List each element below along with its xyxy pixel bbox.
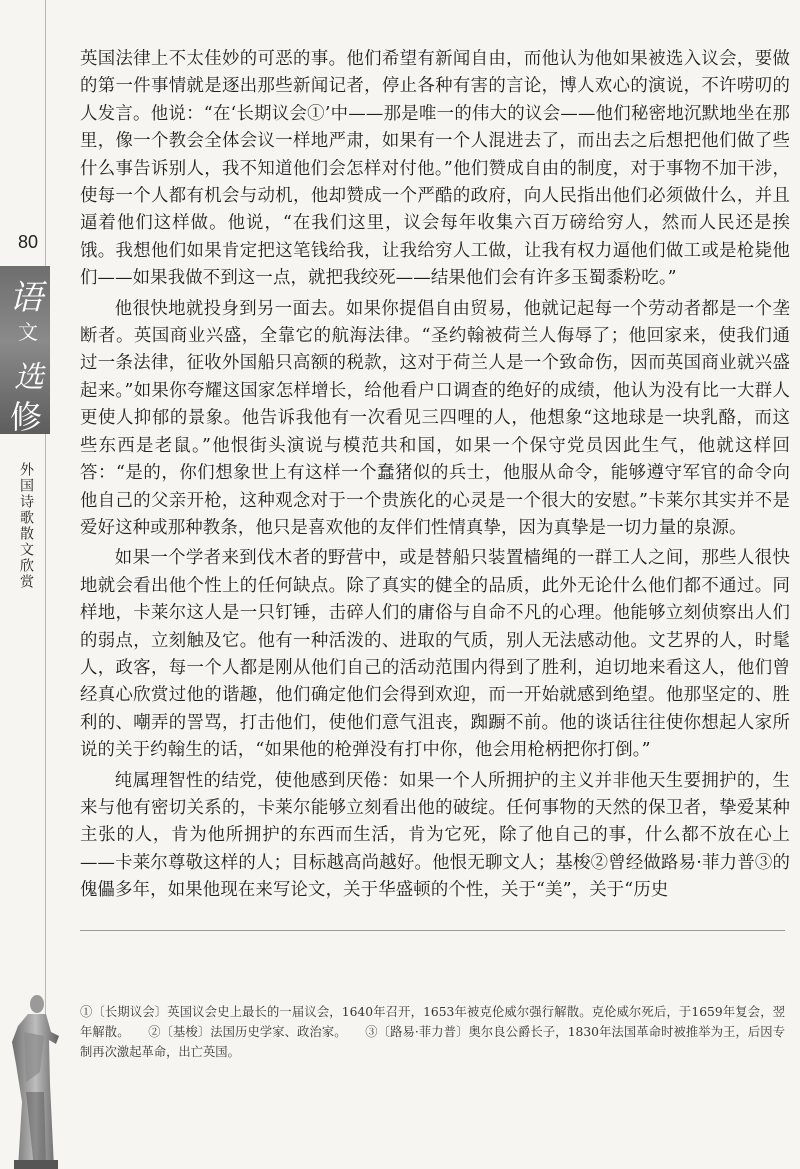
series-title-char: 语 [9,278,43,318]
paragraph: 英国法律上不太佳妙的可恶的事。他们希望有新闻自由，而他认为他如果被选入议会，要做的第一件事情就是逐出那些新闻记者，停止各种有害的言论，博人欢心的演说，不许唠叨的人发言。他说：“在‘长期议会①’中——那是唯一的伟大的议会——他们秘密地沉默地坐在那里，像一个教会全体会议一样地严肃，如果有一个人混进去了，而出去之后想把他们做了些什么事告诉别人，我不知道他们会怎样对付他。”他们赞成自由的制度，对于事物不加干涉，使每一个人都有机会与动机，他却赞成一个严酷的政府，向人民指出他们必须做什么，并且逼着他们这样做。他说，“在我们这里，议会每年收集六百万磅给穷人，然而人民还是挨饿。我想他们如果肯定把这笔钱给我，让我给穷人工做，让我有权力逼他们做工或是枪毙他们——如果我做不到这一点，就把我绞死——结果他们会有许多玉蜀黍粉吃。” [80,49,790,289]
body-text [80,46,790,905]
series-title-band [0,266,50,434]
series-title-char: 文 [18,320,38,344]
standing-statue-icon [4,992,66,1169]
footnotes: ①〔长期议会〕英国议会史上最长的一届议会，1640年召开，1653年被克伦威尔强行解散。克伦威尔死后，于1659年复会，翌年解散。 ②〔基梭〕法国历史学家、政治家。 ③〔路易·菲力普〕奥尔良公爵长子，1830年法国革命时被推举为王，后因专制再次激起革命，出亡英国。 [80,1005,785,1059]
paragraph: 纯属理智性的结党，使他感到厌倦：如果一个人所拥护的主义并非他天生要拥护的，生来与他有密切关系的，卡莱尔能够立刻看出他的破绽。任何事物的天然的保卫者，挚爱某种主张的人，肯为他所拥护的东西而生活，肯为它死，除了他自己的事，什么都不放在心上——卡莱尔尊敬这样的人；目标越高尚越好。他恨无聊文人；基梭②曾经做路易·菲力普③的傀儡多年，如果他现在来写论文，关于华盛顿的个性，关于“美”，关于“历史 [80,770,790,901]
series-title-char: 修 [10,398,43,436]
footnote-divider [80,930,785,931]
book-subtitle: 外国诗歌散文欣赏 [18,462,34,590]
paragraph: 他很快地就投身到另一面去。如果你提倡自由贸易，他就记起每一个劳动者都是一个垄断者。英国商业兴盛，全靠它的航海法律。“圣约翰被荷兰人侮辱了；他回家来，使我们通过一条法律，征收外国船只高额的税款，这对于荷兰人是一个致命伤，因而英国商业就兴盛起来。”如果你夸耀这国家怎样增长，给他看户口调查的绝好的成绩，他认为没有比一大群人更使人抑郁的景象。他告诉我他有一次看见三四哩的人，他想象“这地球是一块乳酪，而这些东西是老鼠。”他恨街头演说与模范共和国，如果一个保守党员因此生气，他就这样回答：“是的，你们想象世上有这样一个蠢猪似的兵士，他服从命令，能够遵守军官的命令向他自己的父亲开枪，这种观念对于一个贵族化的心灵是一个很大的安慰。”卡莱尔其实并不是爱好这种或那种教条，他只是喜欢他的友伴们性情真挚，因为真挚是一切力量的泉源。 [80,298,790,538]
page-number: 80 [18,232,39,252]
paragraph: 如果一个学者来到伐木者的野营中，或是替船只装置樯绳的一群工人之间，那些人很快地就会看出他个性上的任何缺点。除了真实的健全的品质，此外无论什么他们都不通过。同样地，卡莱尔这人是一只钉锤，击碎人们的庸俗与自命不凡的心理。他能够立刻侦察出人们的弱点，立刻触及它。他有一种活泼的、进取的气质，别人无法感动他。文艺界的人，时髦人，政客，每一个人都是刚从他们自己的活动范围内得到了胜利，迫切地来看这人，他们曾经真心欣赏过他的谐趣，他们确定他们会得到欢迎，而一开始就感到绝望。他那坚定的、胜利的、嘲弄的詈骂，打击他们，使他们意气沮丧，踟蹰不前。他的谈话往往使你想起人家所说的关于约翰生的话，“如果他的枪弹没有打中你，他会用枪柄把你打倒。” [80,548,790,761]
series-title-char: 选 [14,360,44,395]
